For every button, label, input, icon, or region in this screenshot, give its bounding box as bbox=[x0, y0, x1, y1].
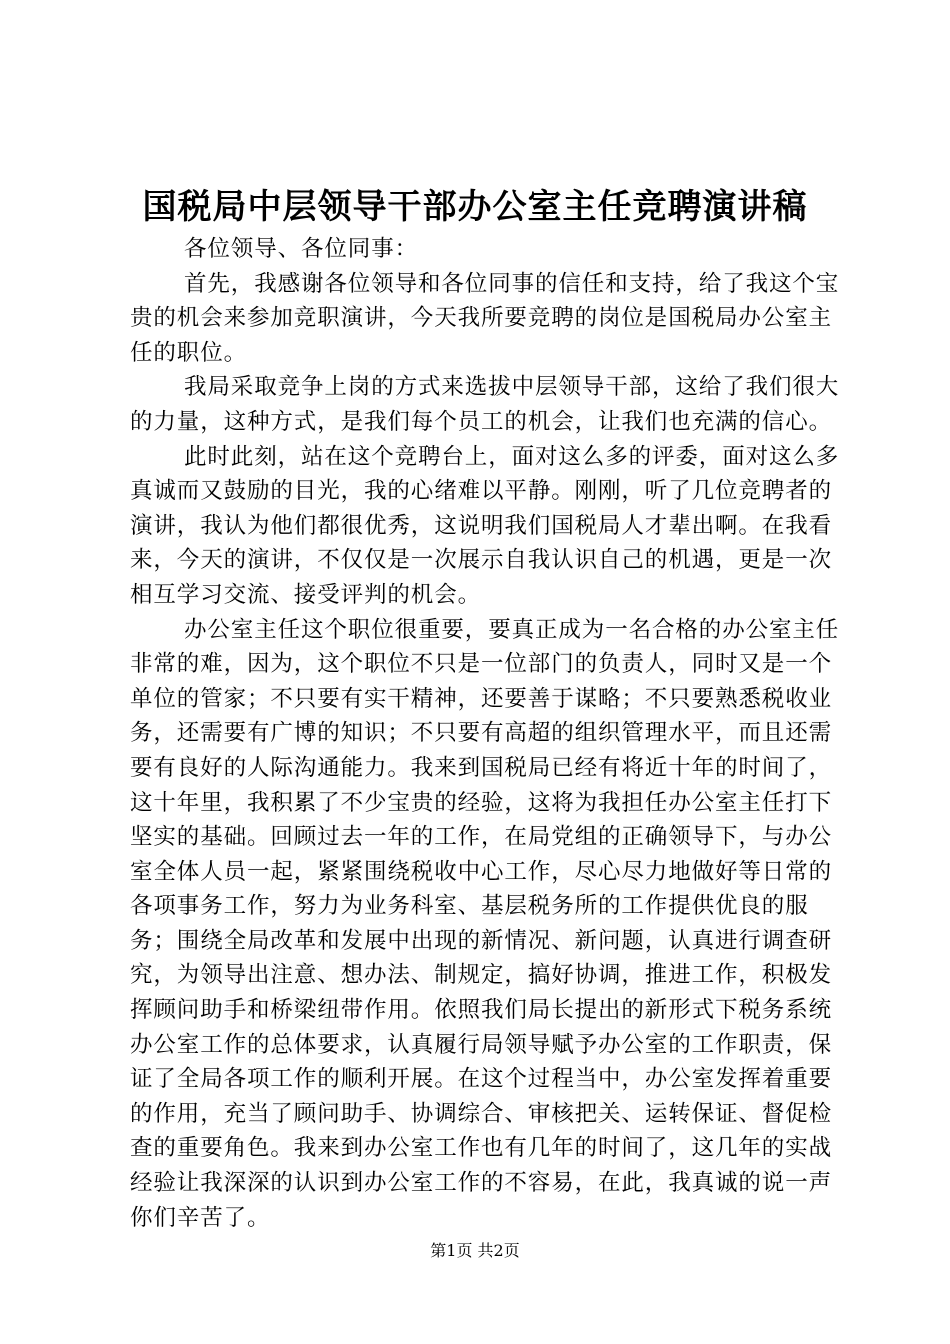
document-title: 国税局中层领导干部办公室主任竞聘演讲稿 bbox=[142, 187, 808, 227]
paragraph-1: 首先，我感谢各位领导和各位同事的信任和支持，给了我这个宝贵的机会来参加竞职演讲，今天我所要竞聘的岗位是国税局办公室主任的职位。 bbox=[130, 270, 840, 366]
paragraph-3: 此时此刻，站在这个竞聘台上，面对这么多的评委，面对这么多真诚而又鼓励的目光，我的心绪难以平静。刚刚，听了几位竞聘者的演讲，我认为他们都很优秀，这说明我们国税局人才辈出啊。在我看来，今天的演讲，不仅仅是一次展示自我认识自己的机遇，更是一次相互学习交流、接受评判的机会。 bbox=[130, 443, 840, 608]
paragraph-2: 我局采取竞争上岗的方式来选拔中层领导干部，这给了我们很大的力量，这种方式，是我们每个员工的机会，让我们也充满的信心。 bbox=[130, 374, 840, 435]
document-body bbox=[130, 232, 840, 1235]
paragraph-4: 办公室主任这个职位很重要，要真正成为一名合格的办公室主任非常的难，因为，这个职位不只是一位部门的负责人，同时又是一个单位的管家；不只要有实干精神，还要善于谋略；不只要熟悉税收业务，还需要有广博的知识；不只要有高超的组织管理水平，而且还需要有良好的人际沟通能力。我来到国税局已经有将近十年的时间了，这十年里，我积累了不少宝贵的经验，这将为我担任办公室主任打下坚实的基础。回顾过去一年的工作，在局党组的正确领导下，与办公室全体人员一起，紧紧围绕税收中心工作，尽心尽力地做好等日常的各项事务工作，努力为业务科室、基层税务所的工作提供优良的服务；围绕全局改革和发展中出现的新情况、新问题，认真进行调查研究，为领导出注意、想办法、制规定，搞好协调，推进工作，积极发挥顾问助手和桥梁纽带作用。依照我们局长提出的新形式下税务系统办公室工作的总体要求，认真履行局领导赋予办公室的工作职责，保证了全局各项工作的顺利开展。在这个过程当中，办公室发挥着重要的作用，充当了顾问助手、协调综合、审核把关、运转保证、督促检查的重要角色。我来到办公室工作也有几年的时间了，这几年的实战经验让我深深的认识到办公室工作的不容易，在此，我真诚的说一声你们辛苦了。 bbox=[130, 616, 840, 1231]
page-number-footer: 第1页 共2页 bbox=[430, 1241, 520, 1260]
salutation: 各位领导、各位同事： bbox=[184, 236, 419, 262]
